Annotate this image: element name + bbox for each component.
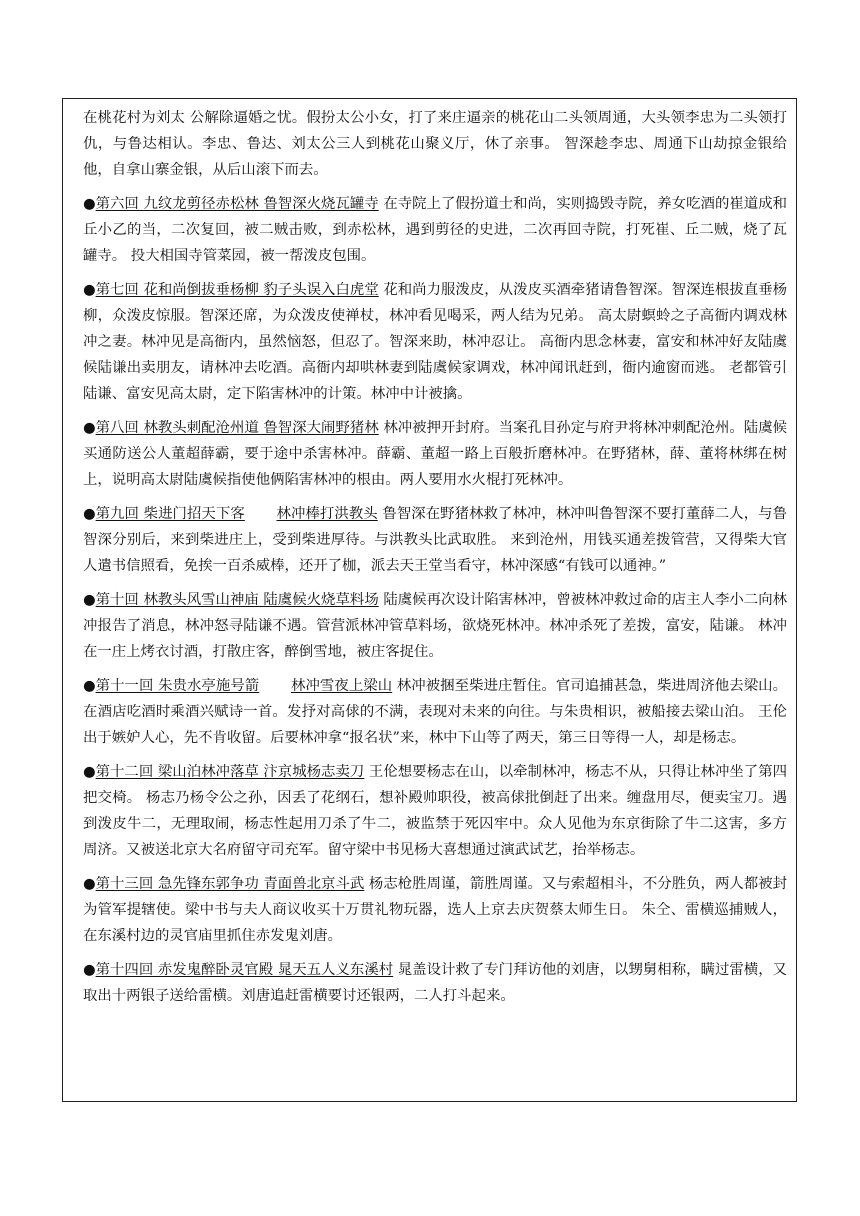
bullet-icon: ● — [83, 420, 96, 436]
paragraph-body: 王伦想要杨志在山，以牵制林冲，杨志不从，只得让林冲坐了第四把交椅。 杨志乃杨令公之孙，因丢了花纲石，想补殿帅职役，被高俅批倒赶了出来。缠盘用尽，便卖宝刀。遇到泼皮牛二，无理取闹，杨志性起用刀杀了牛二，被监禁于死囚牢中。众人见他为东京街除了牛二这害，多方周济。又被送北京大名府留守司充军。留守梁中书见杨大喜想通过演武试艺，抬举杨志。 — [83, 764, 788, 858]
chapter-heading: 第十三回 急先锋东郭争功 青面兽北京斗武 — [95, 876, 365, 892]
chapter-heading — [96, 506, 378, 522]
document-frame — [62, 98, 797, 1102]
bullet-icon: ● — [83, 282, 96, 298]
paragraph-chapter-14 — [83, 957, 787, 1009]
paragraph-body: 杨志枪胜周谨，箭胜周谨。又与索超相斗，不分胜负，两人都被封为管军提辖使。梁中书与夫人商议收买十万贯礼物玩器，选人上京去庆贺蔡太师生日。 朱仝、雷横巡捕贼人，在东溪村边的灵官庙里抓住赤发鬼刘唐。 — [83, 876, 788, 944]
paragraph-chapter-12 — [83, 759, 787, 863]
chapter-heading-second-half: 林冲棒打洪教头 — [276, 506, 378, 522]
paragraph-body: 花和尚力服泼皮，从泼皮买酒牵猪请鲁智深。智深连根拔直垂杨柳，众泼皮惊服。智深还席，为众泼皮使禅杖，林冲看见喝采，两人结为兄弟。 高太尉螟蛉之子高衙内调戏林冲之妻。林冲见是高衙内，虽然恼怒，但忍了。智深来助，林冲忍让。 高衙内思念林妻，富安和林冲好友陆虞候陆谦出卖朋友，请林冲去吃酒。高衙内却哄林妻到陆虞候家调戏，林冲闻讯赶到，衙内逾窗而逃。 老都管引陆谦、富安见高太尉，定下陷害林冲的计策。林冲中计被擒。 — [83, 282, 788, 402]
bullet-icon: ● — [83, 876, 96, 892]
bullet-icon: ● — [83, 506, 96, 522]
paragraph-chapter-6 — [83, 191, 787, 269]
chapter-heading-second-half: 林冲雪夜上梁山 — [290, 678, 393, 694]
paragraph-chapter-5-continued — [83, 105, 787, 183]
chapter-heading-first-half: 第九回 柴进门招天下客 — [95, 506, 245, 522]
paragraph-chapter-11 — [83, 673, 787, 751]
paragraph-chapter-8 — [83, 415, 787, 493]
paragraph-chapter-7 — [83, 277, 787, 407]
paragraph-body: 在桃花村为刘太 公解除逼婚之忧。假扮太公小女，打了来庄逼亲的桃花山二头领周通，大头领李忠为二头领打仇，与鲁达相认。李忠、鲁达、刘太公三人到桃花山聚义厅，休了亲事。 智深趁李忠、周通下山劫掠金银给他，自拿山寨金银，从后山滚下而去。 — [83, 110, 787, 178]
paragraph-chapter-9 — [83, 501, 787, 579]
paragraph-body: 林冲被捆至柴进庄暂住。官司追捕甚急，柴进周济他去梁山。 在酒店吃酒时乘酒兴赋诗一首。发抒对高俅的不满，表现对未来的向往。与朱贵相识，被船接去梁山泊。 王伦出于嫉妒人心，先不肯收留。后要林冲拿“报名状”来，林中下山等了两天，第三日等得一人，却是杨志。 — [83, 678, 788, 746]
bullet-icon: ● — [83, 962, 96, 978]
frame-bottom-border — [62, 1101, 797, 1102]
paragraph-body: 晁盖设计救了专门拜访他的刘唐，以甥舅相称，瞒过雷横，又取出十两银子送给雷横。刘唐追赶雷横要讨还银两，二人打斗起来。 — [83, 962, 788, 1004]
paragraph-chapter-13 — [83, 871, 787, 949]
chapter-heading: 第六回 九纹龙剪径赤松林 鲁智深火烧瓦罐寺 — [95, 196, 379, 212]
paragraph-body: 陆虞候再次设计陷害林冲，曾被林冲救过命的店主人李小二向林冲报告了消息，林冲怒寻陆谦不遇。管营派林冲管草料场，欲烧死林冲。林冲杀死了差拨，富安，陆谦。 林冲在一庄上烤衣讨酒，打散庄客，醉倒雪地，被庄客捉住。 — [83, 592, 788, 660]
paragraph-chapter-10 — [83, 587, 787, 665]
bullet-icon: ● — [83, 764, 96, 780]
chapter-heading-first-half: 第十一回 朱贵水亭施号箭 — [95, 678, 260, 694]
chapter-heading: 第十四回 赤发鬼醉卧灵官殿 晁天五人义东溪村 — [95, 962, 394, 978]
chapter-heading: 第七回 花和尚倒拔垂杨柳 豹子头误入白虎堂 — [95, 282, 379, 298]
paragraph-body: 鲁智深在野猪林救了林冲，林冲叫鲁智深不要打董薛二人，与鲁智深分别后，来到柴进庄上，受到柴进厚待。与洪教头比武取胜。 来到沧州，用钱买通差拨管营，又得柴大官人遣书信照看，免挨一百杀威棒，还开了枷，派去天王堂当看守，林冲深感“有钱可以通神。” — [83, 506, 788, 574]
document-body — [63, 99, 796, 1009]
bullet-icon: ● — [83, 678, 96, 694]
chapter-heading: 第八回 林教头刺配沧州道 鲁智深大闹野猪林 — [95, 420, 379, 436]
chapter-heading: 第十回 林教头风雪山神庙 陆虞候火烧草料场 — [95, 592, 379, 608]
paragraph-body: 在寺院上了假扮道士和尚，实则捣毁寺院，养女吃酒的崔道成和丘小乙的当，二次复回，被二贼击败，到赤松林，遇到剪径的史进，二次再回寺院，打死崔、丘二贼，烧了瓦罐寺。 投大相国寺管菜园，被一帮泼皮包围。 — [83, 196, 788, 264]
chapter-heading: 第十二回 梁山泊林冲落草 汴京城杨志卖刀 — [95, 764, 365, 780]
bullet-icon: ● — [83, 592, 96, 608]
paragraph-body: 林冲被押开封府。当案孔目孙定与府尹将林冲刺配沧州。陆虞候买通防送公人董超薛霸，要于途中杀害林冲。薛霸、董超一路上百般折磨林冲。在野猪林，薛、董将林绑在树上，说明高太尉陆虞候指使他俩陷害林冲的根由。两人要用水火棍打死林冲。 — [83, 420, 788, 488]
chapter-heading — [96, 678, 393, 694]
bullet-icon: ● — [83, 196, 96, 212]
